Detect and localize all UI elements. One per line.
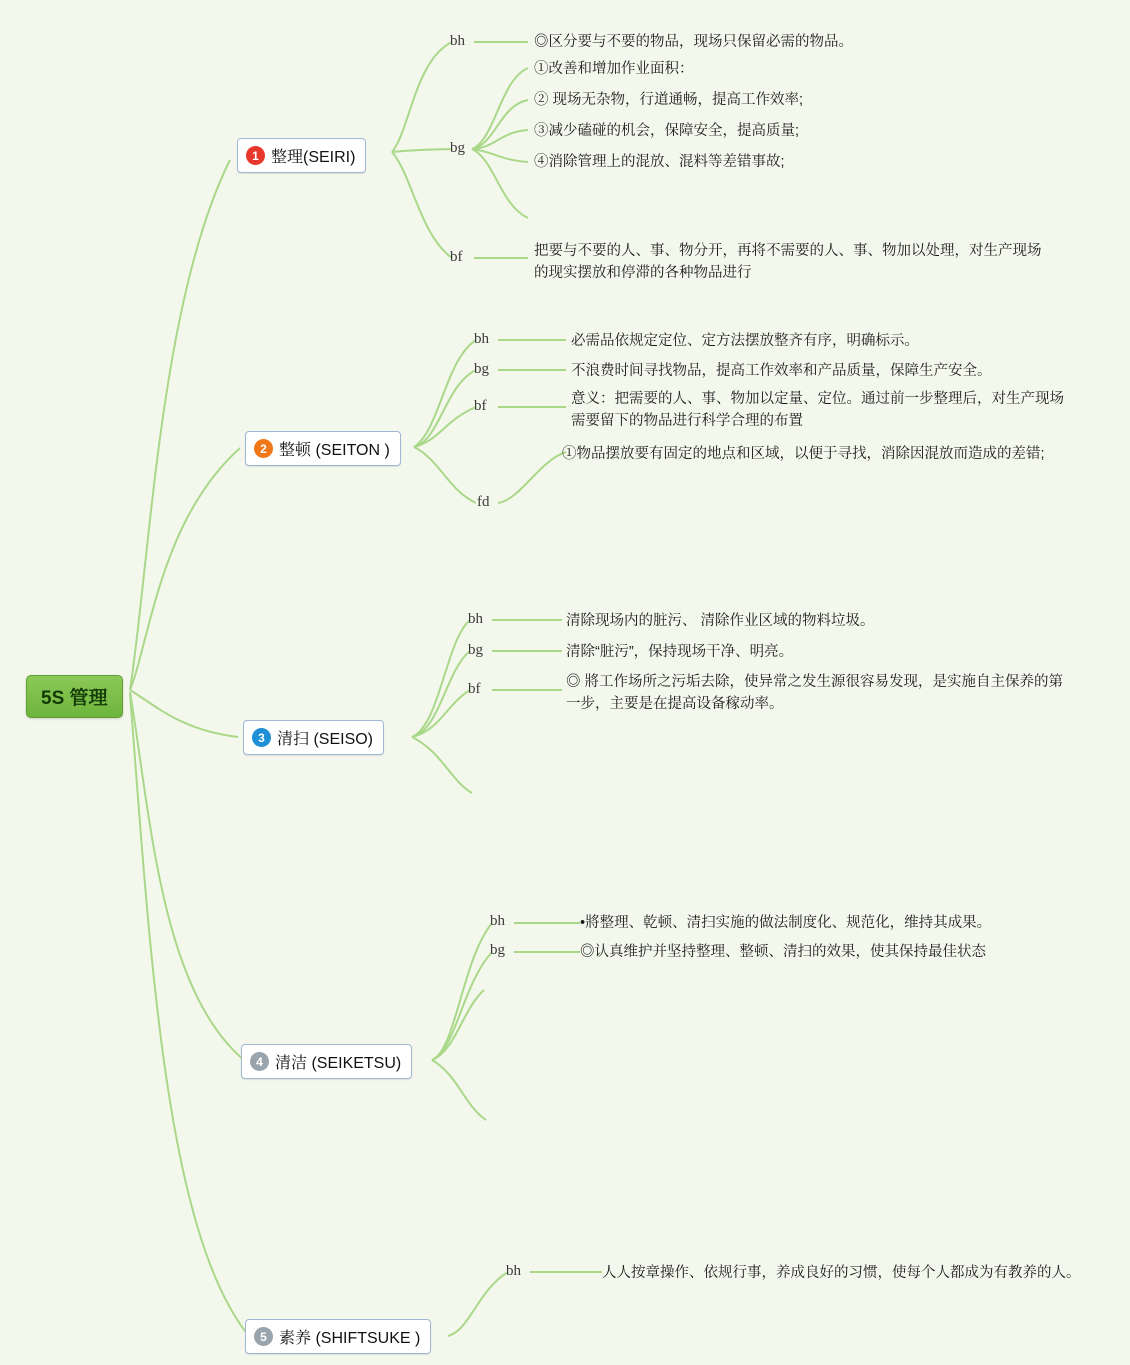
- sub-label-4-bg: bg: [490, 942, 505, 958]
- sub-label-2-fd: fd: [477, 494, 490, 510]
- sub-label-2-bh: bh: [474, 331, 489, 347]
- root-label: 5S 管理: [41, 688, 108, 709]
- leaf-1-6: 把要与不要的人、事、物分开，再将不需要的人、事、物加以处理，对生产现场的现实摆放和停滞的各种物品进行: [534, 243, 1042, 282]
- branch-badge-5: 5: [254, 1327, 273, 1346]
- branch-badge-1: 1: [246, 146, 265, 165]
- leaf-2-2: 不浪费时间寻找物品，提高工作效率和产品质量，保障生产安全。: [571, 363, 992, 379]
- leaf-3-2: 清除“脏污”，保持现场干净、明亮。: [566, 644, 794, 660]
- sub-label-3-bg: bg: [468, 642, 483, 658]
- leaf-1-3: ② 现场无杂物，行道通畅，提高工作效率;: [534, 92, 804, 108]
- leaf-5-1: 人人按章操作、依规行事，养成良好的习惯，使每个人都成为有教养的人。: [602, 1265, 1081, 1281]
- sub-label-5-bh: bh: [506, 1263, 521, 1279]
- leaf-1-2: ①改善和增加作业面积：: [534, 61, 694, 77]
- branch-label-2: 整顿 (SEITON ): [279, 442, 390, 459]
- leaf-1-4: ③减少磕碰的机会，保障安全，提高质量;: [534, 123, 800, 139]
- leaf-1-1: ◎区分要与不要的物品，现场只保留必需的物品。: [534, 34, 853, 50]
- branch-badge-4: 4: [250, 1052, 269, 1071]
- branch-label-1: 整理(SEIRI): [271, 149, 356, 166]
- leaf-2-4: ①物品摆放要有固定的地点和区域，以便于寻找，消除因混放而造成的差错;: [562, 446, 1045, 462]
- sub-label-1-bh: bh: [450, 33, 465, 49]
- branch-node-4[interactable]: [241, 1044, 412, 1079]
- root-node[interactable]: [26, 675, 123, 718]
- branch-node-1[interactable]: [237, 138, 366, 173]
- branch-badge-2: 2: [254, 439, 273, 458]
- sub-label-1-bf: bf: [450, 249, 463, 265]
- branch-node-5[interactable]: [245, 1319, 431, 1354]
- sub-label-3-bf: bf: [468, 681, 481, 697]
- branch-node-2[interactable]: [245, 431, 401, 466]
- branch-label-5: 素养 (SHIFTSUKE ): [279, 1330, 421, 1347]
- leaf-4-2: ◎认真维护并坚持整理、整顿、清扫的效果，使其保持最佳状态: [580, 944, 986, 960]
- branch-label-4: 清洁 (SEIKETSU): [275, 1055, 402, 1072]
- sub-label-2-bf: bf: [474, 398, 487, 414]
- sub-label-4-bh: bh: [490, 913, 505, 929]
- leaf-1-5: ④消除管理上的混放、混料等差错事故;: [534, 154, 785, 170]
- branch-label-3: 清扫 (SEISO): [277, 731, 374, 748]
- leaf-2-3: 意义：把需要的人、事、物加以定量、定位。通过前一步整理后，对生产现场需要留下的物品进行科学合理的布置: [571, 391, 1064, 430]
- leaf-3-3: ◎ 將工作场所之污垢去除，使异常之发生源很容易发现，是实施自主保养的第一步，主要是在提高设备稼动率。: [566, 674, 1064, 713]
- sub-label-1-bg: bg: [450, 140, 465, 156]
- sub-label-3-bh: bh: [468, 611, 483, 627]
- leaf-4-1: •將整理、乾顿、清扫实施的做法制度化、规范化，维持其成果。: [580, 915, 992, 931]
- leaf-3-1: 清除现场内的脏污、 清除作业区域的物料垃圾。: [566, 613, 875, 629]
- leaf-2-1: 必需品依规定定位、定方法摆放整齐有序，明确标示。: [571, 333, 919, 349]
- branch-badge-3: 3: [252, 728, 271, 747]
- sub-label-2-bg: bg: [474, 361, 489, 377]
- branch-node-3[interactable]: [243, 720, 384, 755]
